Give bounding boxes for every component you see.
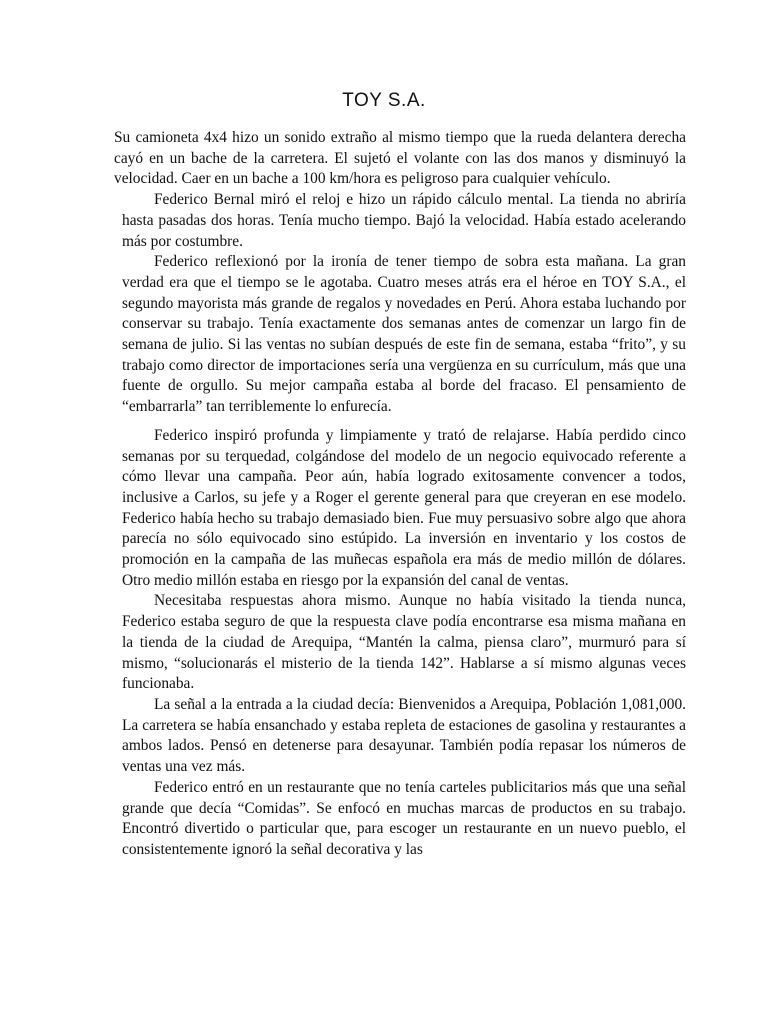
document-title: TOY S.A.	[342, 90, 426, 111]
paragraph: Su camioneta 4x4 hizo un sonido extraño al mismo tiempo que la rueda delantera derecha cayó en un bache de la carretera. El sujetó el volante con las dos manos y disminuyó la velocidad. Caer en un bache a 100 km/hora es peligroso para cualquier vehículo.	[114, 129, 686, 188]
paragraph: Federico Bernal miró el reloj e hizo un rápido cálculo mental. La tienda no abriría hasta pasadas dos horas. Tenía mucho tiempo. Bajó la velocidad. Había estado acelerando más por costumbre.	[122, 191, 686, 250]
paragraph: La señal a la entrada a la ciudad decía: Bienvenidos a Arequipa, Población 1,081,000. La carretera se había ensanchado y estaba repleta de estaciones de gasolina y restaurantes a ambos lados. Pensó en detenerse para desayunar. También podía repasar los números de ventas una vez más.	[122, 695, 686, 776]
paragraph: Federico entró en un restaurante que no tenía carteles publicitarios más que una señal grande que decía “Comidas”. Se enfocó en muchas marcas de productos en su trabajo. Encontró divertido o particular que, para escoger un restaurante en un nuevo pueblo, el consistentemente ignoró la señal decorativa y las	[122, 778, 686, 858]
paragraph: Necesitaba respuestas ahora mismo. Aunque no había visitado la tienda nunca, Federico estaba seguro de que la respuesta clave podía encontrarse esa misma mañana en la tienda de la ciudad de Arequipa, “Mantén la calma, piensa claro”, murmuró para sí mismo, “solucionarás el misterio de la tienda 142”. Hablarse a sí mismo algunas veces funcionaba.	[122, 592, 686, 693]
paragraph: Federico reflexionó por la ironía de tener tiempo de sobra esta mañana. La gran verdad era que el tiempo se le agotaba. Cuatro meses atrás era el héroe en TOY S.A., el segundo mayorista más grande de regalos y novedades en Perú. Ahora estaba luchando por conservar su trabajo. Tenía exactamente dos semanas antes de comenzar un largo fin de semana de julio. Si las ventas no subían después de este fin de semana, estaba “frito”, y su trabajo como director de importaciones sería una vergüenza en su currículum, más que una fuente de orgullo. Su mejor campaña estaba al borde del fracaso. El pensamiento de “embarrarla” tan terriblemente lo enfurecía.	[122, 253, 686, 416]
document-body	[114, 128, 686, 861]
paragraph: Federico inspiró profunda y limpiamente y trató de relajarse. Había perdido cinco semanas por su terquedad, colgándose del modelo de un negocio equivocado referente a cómo llevar una campaña. Peor aún, había logrado exitosamente convencer a todos, inclusive a Carlos, su jefe y a Roger el gerente general para que creyeran en ese modelo. Federico había hecho su trabajo demasiado bien. Fue muy persuasivo sobre algo que ahora parecía no sólo equivocado sino estúpido. La inversión en inventario y los costos de promoción en la campaña de las muñecas española era más de medio millón de dólares. Otro medio millón estaba en riesgo por la expansión del canal de ventas.	[122, 426, 686, 589]
